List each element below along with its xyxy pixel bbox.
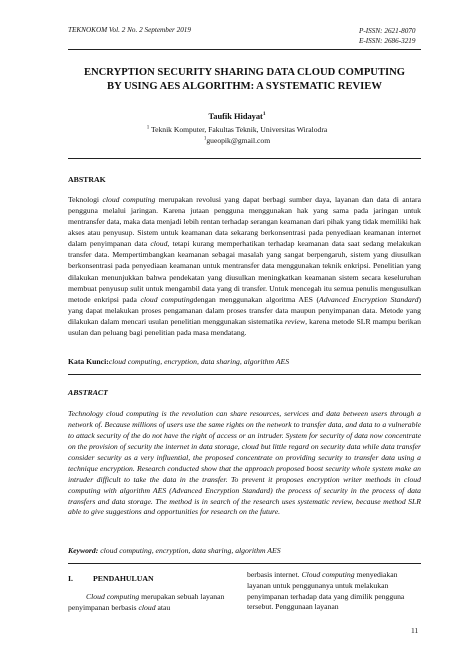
abstrak-heading: ABSTRAK: [68, 175, 106, 184]
author-affiliation: $^1$ Teknik Komputer, Fakultas Teknik, Universitas Wiralodra: [146, 125, 328, 134]
abstrak-body: Teknologi cloud computing merupakan revolusi yang dapat berbagi sumber daya, layanan dan data di antara pengguna melalui jaringan. Karena jutaan pengguna menggunakan hak yang sama pada jaringan untuk mentransfer data, maka data menjadi lebih rentan terhadap serangan keamanan dari pihak yang tidak memiliki hak akses atau penyusup. Sistem untuk keamanan data sekarang berkonsentrasi pada penyediaan keamanan internet dalam penyimpanan data cloud, tetapi kurang memperhatikan terhadap keamanan data saat sedang melakukan transfer data. Mempertimbangkan keamanan sebagai masalah yang sangat berpengaruh, sistem yang diusulkan berkonsentrasi pada penyediaan keamanan untuk mentransfer data menggunakan teknik enkripsi. Penelitian yang dilakukan menunjukkan bahwa pendekatan yang diusulkan meningkatkan keamanan sistem secara keseluruhan membuat penyusup sulit untuk mengambil data yang di transfer. Untuk mencegah itu semua penulis mengusulkan metode enkripsi pada cloud computingdengan menggunakan algoritma AES (Advanced Encryption Standard) yang dapat melakukan proses pengamanan dalam proses transfer data maupun penyimpanan data. Metode yang dilakukan dalam mencari usulan penelitian menggunakan sistematika review, karena metode SLR mampu berikan usulan dan peluang bagi penelitian pada masa mendatang.: [68, 195, 421, 337]
title-line-1: ENCRYPTION SECURITY SHARING DATA CLOUD COMPUTING: [83, 67, 406, 78]
e-issn: E-ISSN: 2686-3219: [359, 37, 416, 45]
author-email: $^1$gueopik@gmail.com: [203, 136, 271, 145]
intro-left-column: Cloud computing merupakan sebuah layanan penyimpanan berbasis cloud atau: [68, 592, 225, 612]
issn-block: [359, 26, 416, 46]
author-name: Taufik Hidayat$^1$: [208, 111, 266, 121]
keyword-line: Keyword: cloud computing, encryption, data sharing, algorithm AES: [68, 546, 281, 555]
abstract-heading: ABSTRACT: [68, 388, 108, 397]
abstract-body: Technology cloud computing is the revolution can share resources, services and data between users through a network of. Because millions of users use the same rights on the network to transfer data, and data to a vulnerable to attack security of the do not have the right of access or an intruder. System for security of data now concentrate on the provision of security the internet in data storage, cloud but little regard on security data while data transfer consider security as a very influential, the proposed concentrate on providing security to transfer data using a technique encryption. Research conducted show that the approach proposed boost security whole system make an intruder difficult to take the data in the transfer. To prevent it proposes encryption writer methods in cloud computing with algorithm AES (Advanced Encryption Standard) the process of security in the process of data transfers and data storage. The method is in search of the research uses systematic review, because method SLR able to give suggestions and opportunities for research on the future.: [68, 409, 421, 517]
kata-kunci: Kata Kunci:cloud computing, encryption, data sharing, algorithm AES: [68, 357, 290, 366]
p-issn: P-ISSN: 2621-8070: [359, 27, 416, 35]
paper-title: [60, 66, 429, 94]
abstract-top-rule: [68, 374, 421, 375]
section-heading: I. PENDAHULUAN: [68, 574, 154, 583]
title-line-2: BY USING AES ALGORITHM: A SYSTEMATIC REVIEW: [107, 81, 382, 92]
abstrak-top-rule: [68, 158, 421, 159]
intro-right-column: berbasis internet. Cloud computing menyediakan layanan untuk penggunanya untuk melakukan penyimpanan terhadap data yang dimilik pengguna tersebut. Penggunaan layanan: [247, 570, 405, 612]
page-number: 11: [411, 626, 419, 635]
journal-header: TEKNOKOM Vol. 2 No. 2 September 2019: [68, 26, 191, 34]
abstract-bottom-rule: [68, 563, 421, 564]
header-rule: [68, 49, 421, 50]
